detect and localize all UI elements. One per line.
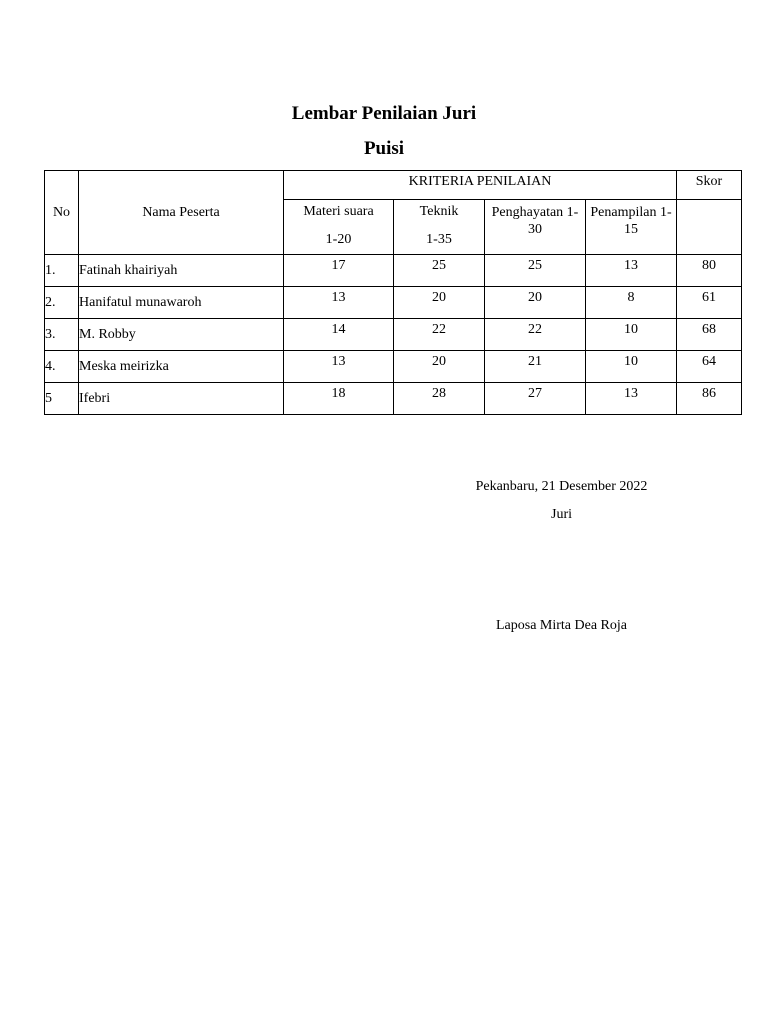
cell-no: 3. [45,319,79,351]
cell-name: Meska meirizka [79,351,284,383]
header-row-top [45,171,742,200]
cell-materi: 13 [284,287,394,319]
cell-skor: 64 [677,351,742,383]
cell-skor: 68 [677,319,742,351]
header-materi-label: Materi suara [303,204,374,219]
header-materi [284,200,394,255]
cell-teknik: 28 [394,383,485,415]
cell-no: 4. [45,351,79,383]
cell-penampilan: 10 [586,319,677,351]
cell-materi: 13 [284,351,394,383]
cell-penampilan: 10 [586,351,677,383]
document-subtitle: Puisi [363,138,405,159]
header-penampilan [586,200,677,255]
cell-name: Fatinah khairiyah [79,255,284,287]
signature-name: Laposa Mirta Dea Roja [495,618,627,633]
header-teknik-label: Teknik [419,204,459,219]
header-name: Nama Peserta [79,171,284,255]
document-title: Lembar Penilaian Juri [291,103,477,124]
cell-penghayatan: 27 [485,383,586,415]
cell-teknik: 20 [394,351,485,383]
cell-name: Ifebri [79,383,284,415]
header-penghayatan [485,200,586,255]
cell-materi: 18 [284,383,394,415]
cell-no: 5 [45,383,79,415]
cell-skor: 61 [677,287,742,319]
signature-place-date: Pekanbaru, 21 Desember 2022 [475,479,648,494]
cell-materi: 14 [284,319,394,351]
header-teknik [394,200,485,255]
table-row [45,255,742,287]
header-penghayatan-label: Penghayatan 1-30 [491,205,579,237]
header-criteria: KRITERIA PENILAIAN [284,171,677,200]
header-penampilan-label: Penampilan 1-15 [590,205,672,237]
cell-materi: 17 [284,255,394,287]
cell-name: Hanifatul munawaroh [79,287,284,319]
header-no: No [45,171,79,255]
cell-penghayatan: 21 [485,351,586,383]
cell-penampilan: 8 [586,287,677,319]
cell-penghayatan: 25 [485,255,586,287]
header-teknik-range: 1-35 [426,232,452,247]
cell-no: 2. [45,287,79,319]
cell-name: M. Robby [79,319,284,351]
cell-skor: 86 [677,383,742,415]
cell-penghayatan: 22 [485,319,586,351]
table-row [45,287,742,319]
cell-teknik: 25 [394,255,485,287]
table-row [45,319,742,351]
table-row [45,383,742,415]
score-table [44,170,742,415]
cell-penampilan: 13 [586,255,677,287]
cell-penghayatan: 20 [485,287,586,319]
header-score: Skor [677,171,742,200]
cell-skor: 80 [677,255,742,287]
header-score-empty [677,200,742,255]
cell-penampilan: 13 [586,383,677,415]
table-row [45,351,742,383]
header-materi-range: 1-20 [325,232,352,247]
signature-role: Juri [551,507,572,522]
cell-teknik: 20 [394,287,485,319]
cell-no: 1. [45,255,79,287]
cell-teknik: 22 [394,319,485,351]
